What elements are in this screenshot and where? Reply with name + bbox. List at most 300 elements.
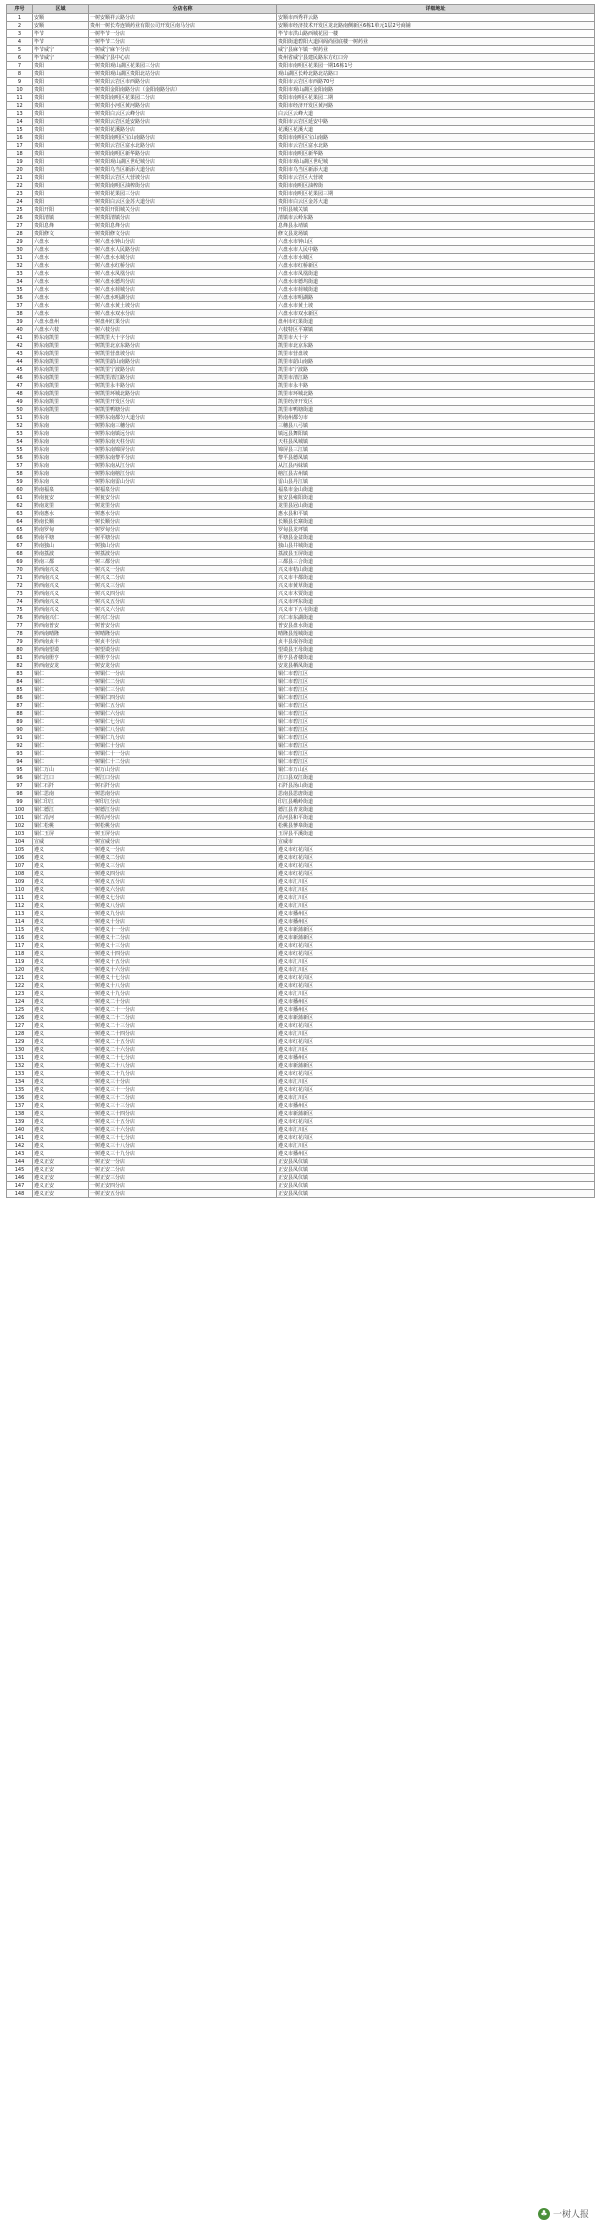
- cell-region: 贵阳息烽: [33, 222, 89, 230]
- cell-no: 128: [7, 1030, 33, 1038]
- cell-no: 57: [7, 462, 33, 470]
- header-region: 区域: [33, 5, 89, 14]
- cell-no: 100: [7, 806, 33, 814]
- cell-no: 131: [7, 1054, 33, 1062]
- table-row: [7, 294, 595, 302]
- cell-no: 91: [7, 734, 33, 742]
- table-row: [7, 758, 595, 766]
- cell-region: 黔东南凯里: [33, 390, 89, 398]
- cell-store: 一树遵义五分店: [89, 878, 277, 886]
- table-row: [7, 1030, 595, 1038]
- cell-region: 遵义正安: [33, 1182, 89, 1190]
- cell-no: 124: [7, 998, 33, 1006]
- table-row: [7, 886, 595, 894]
- cell-no: 85: [7, 686, 33, 694]
- cell-store: 一树六盘水明湖分店: [89, 294, 277, 302]
- cell-no: 40: [7, 326, 33, 334]
- table-row: [7, 950, 595, 958]
- cell-address: 遵义市红花岗区: [277, 1022, 595, 1030]
- cell-region: 安顺: [33, 14, 89, 22]
- cell-address: 贵阳市南明区油榨街: [277, 182, 595, 190]
- cell-address: 铜仁市碧江区: [277, 670, 595, 678]
- cell-address: 安顺市西秀祥云路: [277, 14, 595, 22]
- cell-address: 贵州省威宁县建民路东方红口旁: [277, 54, 595, 62]
- cell-address: 雷山县丹江镇: [277, 478, 595, 486]
- cell-address: 兴义市桔山街道: [277, 566, 595, 574]
- cell-no: 104: [7, 838, 33, 846]
- cell-region: 遵义: [33, 1102, 89, 1110]
- cell-no: 65: [7, 526, 33, 534]
- table-row: [7, 190, 595, 198]
- table-row: [7, 502, 595, 510]
- cell-no: 68: [7, 550, 33, 558]
- cell-address: 铜仁市碧江区: [277, 758, 595, 766]
- cell-no: 117: [7, 942, 33, 950]
- cell-store: 一树六盘水德坞分店: [89, 278, 277, 286]
- cell-region: 黔东南凯里: [33, 334, 89, 342]
- cell-address: 贵阳市南明区新华路: [277, 150, 595, 158]
- table-row: [7, 726, 595, 734]
- cell-region: 遵义: [33, 1022, 89, 1030]
- cell-region: 黔东南: [33, 478, 89, 486]
- cell-no: 83: [7, 670, 33, 678]
- cell-no: 64: [7, 518, 33, 526]
- cell-region: 黔西南兴义: [33, 566, 89, 574]
- table-row: [7, 374, 595, 382]
- cell-address: 遵义市红花岗区: [277, 854, 595, 862]
- cell-store: 一树黔东南天柱分店: [89, 438, 277, 446]
- cell-store: 一树贵阳南明区新华路分店: [89, 150, 277, 158]
- cell-store: 一树铜仁八分店: [89, 726, 277, 734]
- cell-store: 一树黔东南雷山分店: [89, 478, 277, 486]
- cell-region: 遵义: [33, 958, 89, 966]
- cell-no: 63: [7, 510, 33, 518]
- table-row: [7, 22, 595, 30]
- cell-no: 53: [7, 430, 33, 438]
- cell-no: 14: [7, 118, 33, 126]
- cell-address: 正安县凤仪镇: [277, 1174, 595, 1182]
- cell-no: 106: [7, 854, 33, 862]
- cell-no: 120: [7, 966, 33, 974]
- cell-address: 荔波县玉屏街道: [277, 550, 595, 558]
- table-row: [7, 870, 595, 878]
- cell-address: 三穗县八弓镇: [277, 422, 595, 430]
- table-row: [7, 118, 595, 126]
- cell-address: 贵阳市南明区花果园三期: [277, 190, 595, 198]
- cell-region: 遵义: [33, 950, 89, 958]
- cell-address: 遵义市红花岗区: [277, 982, 595, 990]
- cell-no: 87: [7, 702, 33, 710]
- cell-no: 69: [7, 558, 33, 566]
- cell-address: 六盘水市德坞街道: [277, 278, 595, 286]
- cell-no: 129: [7, 1038, 33, 1046]
- table-row: [7, 198, 595, 206]
- cell-address: 遵义市新蒲新区: [277, 926, 595, 934]
- cell-address: 凯里经济开发区: [277, 398, 595, 406]
- cell-no: 26: [7, 214, 33, 222]
- cell-address: 六盘水市双水新区: [277, 310, 595, 318]
- table-row: [7, 422, 595, 430]
- cell-region: 黔东南: [33, 438, 89, 446]
- cell-no: 111: [7, 894, 33, 902]
- cell-address: 开阳县城关镇: [277, 206, 595, 214]
- cell-no: 70: [7, 566, 33, 574]
- cell-store: 一树黔东南镇远分店: [89, 430, 277, 438]
- cell-address: 遵义市红花岗区: [277, 1038, 595, 1046]
- cell-address: 凯里市永丰路: [277, 382, 595, 390]
- cell-no: 133: [7, 1070, 33, 1078]
- cell-store: 一树德江分店: [89, 806, 277, 814]
- table-row: [7, 622, 595, 630]
- cell-store: 一树沿河分店: [89, 814, 277, 822]
- cell-store: 一树贵阳观山湖区贵阳北站分店: [89, 70, 277, 78]
- cell-no: 5: [7, 46, 33, 54]
- cell-store: 一树正安二分店: [89, 1166, 277, 1174]
- cell-region: 黔东南凯里: [33, 406, 89, 414]
- cell-store: 一树凯里韶山南路分店: [89, 358, 277, 366]
- cell-address: 安顺市经济技术开发区龙北路南侧新区6栋1单元1层2号商铺: [277, 22, 595, 30]
- cell-no: 44: [7, 358, 33, 366]
- cell-no: 147: [7, 1182, 33, 1190]
- cell-region: 贵阳: [33, 198, 89, 206]
- cell-address: 贵阳市南明区花果园二期: [277, 94, 595, 102]
- table-row: [7, 1102, 595, 1110]
- cell-address: 遵义市红花岗区: [277, 846, 595, 854]
- cell-store: 一树贵阳云岩区延安路分店: [89, 118, 277, 126]
- cell-no: 141: [7, 1134, 33, 1142]
- table-row: [7, 718, 595, 726]
- cell-address: 思南县思唐街道: [277, 790, 595, 798]
- cell-region: 遵义: [33, 1150, 89, 1158]
- cell-region: 六盘水: [33, 294, 89, 302]
- table-row: [7, 1070, 595, 1078]
- table-row: [7, 742, 595, 750]
- table-row: [7, 518, 595, 526]
- table-body: [7, 14, 595, 1198]
- table-row: [7, 86, 595, 94]
- cell-address: 石阡县汤山街道: [277, 782, 595, 790]
- cell-region: 铜仁: [33, 758, 89, 766]
- cell-region: 遵义正安: [33, 1166, 89, 1174]
- table-row: [7, 150, 595, 158]
- cell-store: 一树遵义一分店: [89, 846, 277, 854]
- table-row: [7, 542, 595, 550]
- cell-address: 遵义市红花岗区: [277, 950, 595, 958]
- cell-store: 一树惠水分店: [89, 510, 277, 518]
- table-row: [7, 1174, 595, 1182]
- table-row: [7, 1118, 595, 1126]
- cell-region: 黔东南凯里: [33, 382, 89, 390]
- table-row: [7, 1022, 595, 1030]
- cell-store: 一树安龙分店: [89, 662, 277, 670]
- cell-store: 一树遵义三十九分店: [89, 1150, 277, 1158]
- cell-address: 龙里县冠山街道: [277, 502, 595, 510]
- cell-region: 贵阳: [33, 150, 89, 158]
- cell-region: 遵义: [33, 990, 89, 998]
- cell-store: 一树凯里清江路分店: [89, 374, 277, 382]
- cell-address: 贵阳市白云区金苏大道: [277, 198, 595, 206]
- cell-store: 一树凯里北京东路分店: [89, 342, 277, 350]
- table-row: [7, 14, 595, 22]
- cell-address: 贵阳市观山湖区金阳南路: [277, 86, 595, 94]
- cell-address: 六枝特区平寨镇: [277, 326, 595, 334]
- table-row: [7, 574, 595, 582]
- cell-store: 一树遵义二十六分店: [89, 1046, 277, 1054]
- cell-store: 一树平塘分店: [89, 534, 277, 542]
- cell-address: 贵阳市南明区花果园一期16栋1号: [277, 62, 595, 70]
- cell-no: 73: [7, 590, 33, 598]
- cell-store: 一树遵义二十七分店: [89, 1054, 277, 1062]
- table-row: [7, 102, 595, 110]
- table-row: [7, 342, 595, 350]
- cell-store: 一树遵义十八分店: [89, 982, 277, 990]
- table-row: [7, 526, 595, 534]
- cell-store: 一树长顺分店: [89, 518, 277, 526]
- cell-no: 42: [7, 342, 33, 350]
- cell-store: 一树铜仁二分店: [89, 678, 277, 686]
- table-row: [7, 54, 595, 62]
- table-row: [7, 1126, 595, 1134]
- cell-address: 遵义市新蒲新区: [277, 1110, 595, 1118]
- cell-no: 137: [7, 1102, 33, 1110]
- table-row: [7, 734, 595, 742]
- cell-region: 黔东南凯里: [33, 342, 89, 350]
- cell-no: 17: [7, 142, 33, 150]
- cell-no: 97: [7, 782, 33, 790]
- cell-address: 长顺县长寨街道: [277, 518, 595, 526]
- cell-region: 黔西南兴仁: [33, 614, 89, 622]
- cell-store: 一树贞丰分店: [89, 638, 277, 646]
- cell-store: 一树遵义十分店: [89, 918, 277, 926]
- cell-address: 遵义市红花岗区: [277, 1118, 595, 1126]
- cell-no: 59: [7, 478, 33, 486]
- cell-store: 一树贵阳清镇分店: [89, 214, 277, 222]
- cell-no: 136: [7, 1094, 33, 1102]
- cell-no: 4: [7, 38, 33, 46]
- cell-region: 黔西南晴隆: [33, 630, 89, 638]
- table-row: [7, 630, 595, 638]
- cell-address: 惠水县和平镇: [277, 510, 595, 518]
- cell-no: 78: [7, 630, 33, 638]
- cell-store: 一树凯里鸭塘分店: [89, 406, 277, 414]
- cell-no: 89: [7, 718, 33, 726]
- table-row: [7, 598, 595, 606]
- cell-store: 一树铜仁五分店: [89, 702, 277, 710]
- cell-region: 铜仁江口: [33, 774, 89, 782]
- table-row: [7, 902, 595, 910]
- cell-region: 铜仁: [33, 678, 89, 686]
- cell-no: 10: [7, 86, 33, 94]
- cell-no: 30: [7, 246, 33, 254]
- cell-store: 一树松桃分店: [89, 822, 277, 830]
- cell-store: 一树铜仁十分店: [89, 742, 277, 750]
- cell-store: 一树遵义三十六分店: [89, 1126, 277, 1134]
- cell-store: 一树黔东南黎平分店: [89, 454, 277, 462]
- cell-region: 贵阳: [33, 94, 89, 102]
- cell-region: 黔东南凯里: [33, 366, 89, 374]
- cell-region: 遵义: [33, 902, 89, 910]
- cell-store: 一树贵阳云岩区富水北路分店: [89, 142, 277, 150]
- cell-address: 黎平县德凤镇: [277, 454, 595, 462]
- cell-store: 一树六盘水红桥分店: [89, 262, 277, 270]
- table-row: [7, 382, 595, 390]
- table-row: [7, 1150, 595, 1158]
- cell-no: 110: [7, 886, 33, 894]
- cell-region: 毕节: [33, 30, 89, 38]
- cell-store: 一树兴义三分店: [89, 582, 277, 590]
- header-address: 详细地址: [277, 5, 595, 14]
- cell-store: 一树兴义二分店: [89, 574, 277, 582]
- cell-address: 榕江县古州镇: [277, 470, 595, 478]
- table-row: [7, 310, 595, 318]
- table-row: [7, 678, 595, 686]
- cell-no: 84: [7, 678, 33, 686]
- cell-address: 瓮安县雍阳街道: [277, 494, 595, 502]
- cell-store: 一树遵义二十五分店: [89, 1038, 277, 1046]
- table-row: [7, 550, 595, 558]
- cell-store: 一树凯里大十字分店: [89, 334, 277, 342]
- cell-store: 一树铜仁一分店: [89, 670, 277, 678]
- cell-region: 黔南龙里: [33, 502, 89, 510]
- cell-no: 148: [7, 1190, 33, 1198]
- cell-store: 一树贵阳白云区云峰分店: [89, 110, 277, 118]
- cell-address: 册亨县者楼街道: [277, 654, 595, 662]
- cell-address: 铜仁市碧江区: [277, 702, 595, 710]
- cell-store: 一树铜仁九分店: [89, 734, 277, 742]
- table-row: [7, 350, 595, 358]
- table-row: [7, 638, 595, 646]
- cell-address: 宣威市: [277, 838, 595, 846]
- cell-no: 3: [7, 30, 33, 38]
- cell-store: 一树遵义二十分店: [89, 998, 277, 1006]
- cell-address: 息烽县永靖镇: [277, 222, 595, 230]
- cell-store: 一树宣威分店: [89, 838, 277, 846]
- cell-no: 43: [7, 350, 33, 358]
- cell-no: 38: [7, 310, 33, 318]
- cell-region: 黔西南兴义: [33, 590, 89, 598]
- cell-no: 79: [7, 638, 33, 646]
- cell-store: 一树贵阳金阳南路分店（金阳南路分店）: [89, 86, 277, 94]
- cell-store: 一树遵义三十四分店: [89, 1110, 277, 1118]
- cell-region: 六盘水盘州: [33, 318, 89, 326]
- cell-region: 遵义: [33, 862, 89, 870]
- table-row: [7, 110, 595, 118]
- cell-no: 8: [7, 70, 33, 78]
- cell-store: 一树遵义二十一分店: [89, 1006, 277, 1014]
- cell-region: 黔南长顺: [33, 518, 89, 526]
- cell-no: 145: [7, 1166, 33, 1174]
- cell-store: 一树玉屏分店: [89, 830, 277, 838]
- table-row: [7, 398, 595, 406]
- cell-store: 一树六盘水凤凰分店: [89, 270, 277, 278]
- table-row: [7, 934, 595, 942]
- table-row: [7, 510, 595, 518]
- cell-store: 一树黔东南都匀大道分店: [89, 414, 277, 422]
- table-row: [7, 206, 595, 214]
- cell-region: 遵义: [33, 878, 89, 886]
- cell-no: 81: [7, 654, 33, 662]
- cell-no: 121: [7, 974, 33, 982]
- table-row: [7, 38, 595, 46]
- cell-address: 遵义市汇川区: [277, 1094, 595, 1102]
- cell-store: 一树贵阳修文分店: [89, 230, 277, 238]
- cell-region: 毕节威宁: [33, 46, 89, 54]
- cell-region: 黔西南兴义: [33, 606, 89, 614]
- cell-region: 黔西南兴义: [33, 598, 89, 606]
- cell-store: 一树三都分店: [89, 558, 277, 566]
- table-row: [7, 1094, 595, 1102]
- cell-region: 遵义: [33, 966, 89, 974]
- cell-no: 122: [7, 982, 33, 990]
- cell-address: 天柱县凤城镇: [277, 438, 595, 446]
- cell-store: 一树遵义三十七分店: [89, 1134, 277, 1142]
- cell-store: 一树黔东南锦屏分店: [89, 446, 277, 454]
- cell-store: 一树兴义六分店: [89, 606, 277, 614]
- cell-region: 六盘水: [33, 254, 89, 262]
- tree-logo-icon: ♣: [538, 2208, 550, 2220]
- cell-address: 沿河县和平街道: [277, 814, 595, 822]
- cell-no: 99: [7, 798, 33, 806]
- table-row: [7, 766, 595, 774]
- cell-no: 19: [7, 158, 33, 166]
- cell-address: 遵义市汇川区: [277, 902, 595, 910]
- cell-store: 一树铜仁四分店: [89, 694, 277, 702]
- cell-region: 贵阳: [33, 110, 89, 118]
- cell-no: 62: [7, 502, 33, 510]
- cell-address: 凯里市营盘坡: [277, 350, 595, 358]
- cell-region: 遵义: [33, 934, 89, 942]
- cell-region: 贵阳: [33, 142, 89, 150]
- cell-store: 一树瓮安分店: [89, 494, 277, 502]
- cell-region: 遵义: [33, 1118, 89, 1126]
- table-row: [7, 942, 595, 950]
- cell-region: 贵阳修文: [33, 230, 89, 238]
- cell-region: 黔东南: [33, 470, 89, 478]
- cell-region: 遵义: [33, 974, 89, 982]
- table-row: [7, 214, 595, 222]
- cell-store: 一树贵阳息烽分店: [89, 222, 277, 230]
- cell-region: 铜仁: [33, 710, 89, 718]
- cell-no: 108: [7, 870, 33, 878]
- cell-address: 独山县井城街道: [277, 542, 595, 550]
- cell-store: 一树正安一分店: [89, 1158, 277, 1166]
- cell-address: 兴义市坪东街道: [277, 598, 595, 606]
- cell-no: 103: [7, 830, 33, 838]
- cell-address: 遵义市汇川区: [277, 878, 595, 886]
- table-row: [7, 1086, 595, 1094]
- cell-store: 一树遵义十六分店: [89, 966, 277, 974]
- cell-address: 平塘县金盆街道: [277, 534, 595, 542]
- cell-store: 一树遵义二分店: [89, 854, 277, 862]
- cell-region: 遵义: [33, 886, 89, 894]
- cell-region: 六盘水: [33, 286, 89, 294]
- cell-store: 一树遵义十四分店: [89, 950, 277, 958]
- cell-no: 139: [7, 1118, 33, 1126]
- cell-store: 一树遵义三十一分店: [89, 1086, 277, 1094]
- cell-region: 黔西南册亨: [33, 654, 89, 662]
- cell-address: 贵阳市经济开发区黄河路: [277, 102, 595, 110]
- table-row: [7, 822, 595, 830]
- table-row: [7, 806, 595, 814]
- cell-region: 遵义: [33, 910, 89, 918]
- cell-address: 正安县凤仪镇: [277, 1190, 595, 1198]
- cell-address: 铜仁市碧江区: [277, 694, 595, 702]
- cell-region: 黔东南: [33, 454, 89, 462]
- cell-address: 遵义市红花岗区: [277, 862, 595, 870]
- cell-region: 铜仁松桃: [33, 822, 89, 830]
- cell-address: 贵阳市观山湖区世纪城: [277, 158, 595, 166]
- table-row: [7, 366, 595, 374]
